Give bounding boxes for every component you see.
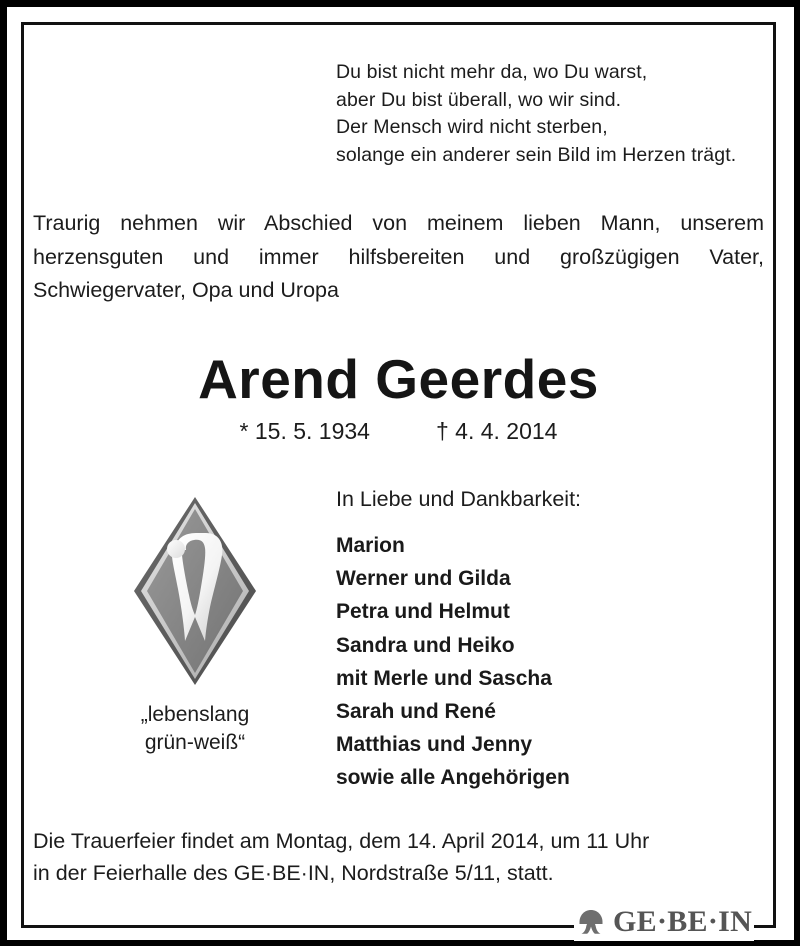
list-item: Sandra und Heiko: [336, 633, 515, 657]
list-item: Sarah und René: [336, 700, 496, 724]
verse-line-4: solange ein anderer sein Bild im Herzen trägt.: [336, 143, 737, 166]
gebein-figure-icon: [576, 909, 606, 935]
mourners-block: [336, 487, 756, 795]
club-motto-line-2: grün-weiß“: [144, 731, 246, 754]
birth-date: * 15. 5. 1934: [239, 418, 370, 444]
frame-outer-top: [0, 0, 800, 7]
club-motto-line-1: „lebenslang: [140, 703, 250, 726]
verse-line-2: aber Du bist überall, wo wir sind.: [336, 88, 622, 111]
list-item: mit Merle und Sascha: [336, 666, 552, 690]
mourners-list: [336, 529, 756, 795]
werder-bremen-diamond-crest-icon: [132, 495, 258, 687]
list-item: Werner und Gilda: [336, 567, 511, 591]
mourners-heading: In Liebe und Dankbarkeit:: [336, 487, 582, 511]
intro-paragraph: Traurig nehmen wir Abschied von meinem lieben Mann, unserem herzensguten und immer hilfsbereiten und großzügigen Vater, Schwiegervater, Opa und Uropa: [33, 211, 764, 302]
frame-outer-right: [794, 0, 800, 946]
memorial-verse: [336, 59, 786, 169]
gebein-logo: [574, 903, 754, 941]
gebein-wordmark: GE·BE·IN: [613, 905, 753, 938]
list-item: Marion: [336, 534, 405, 557]
club-crest-block: [90, 495, 300, 757]
funeral-details: [33, 825, 768, 889]
funeral-details-line-1: Die Trauerfeier findet am Montag, dem 14. April 2014, um 11 Uhr: [33, 829, 650, 853]
club-motto: [90, 701, 300, 757]
notice-content: [24, 25, 773, 925]
deceased-name: Arend Geerdes: [198, 348, 599, 410]
list-item: sowie alle Angehörigen: [336, 766, 570, 790]
funeral-details-line-2: in der Feierhalle des GE·BE·IN, Nordstraße 5/11, statt.: [33, 861, 554, 885]
death-date: † 4. 4. 2014: [435, 418, 558, 444]
verse-line-1: Du bist nicht mehr da, wo Du warst,: [336, 61, 648, 83]
frame-outer-left: [0, 0, 7, 946]
life-dates: [24, 418, 773, 445]
list-item: Matthias und Jenny: [336, 733, 533, 757]
list-item: Petra und Helmut: [336, 600, 510, 624]
verse-line-3: Der Mensch wird nicht sterben,: [336, 116, 608, 138]
